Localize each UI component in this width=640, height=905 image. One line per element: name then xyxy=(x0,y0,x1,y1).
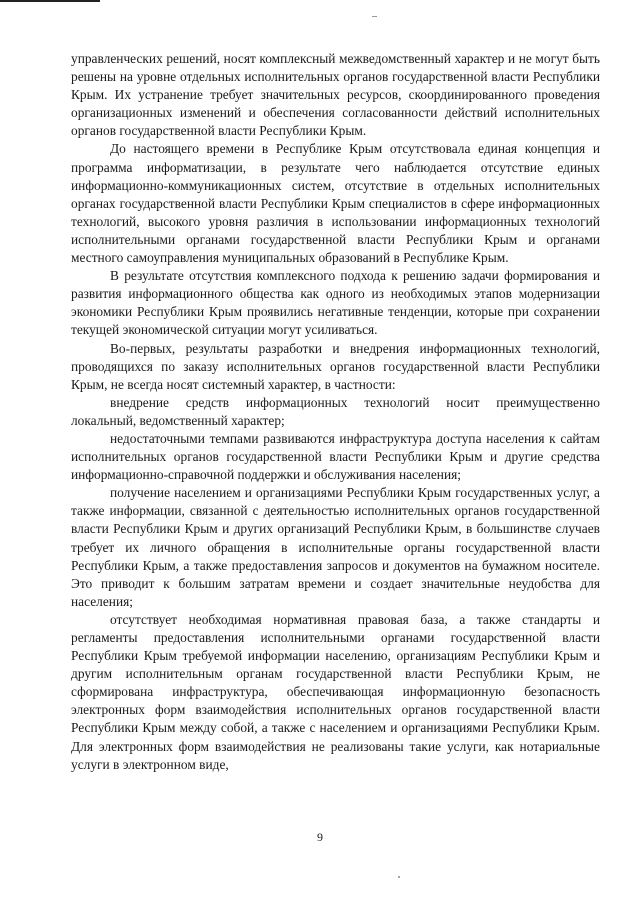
paragraph: В результате отсутствия комплексного подхода к решению задачи формирования и развития информационного общества как одного из необходимых этапов модернизации экономики Республики Крым проявились негативные тенденции, которые при сохранении текущей экономической ситуации могут усиливаться. xyxy=(71,268,600,338)
list-item: недостаточными темпами развиваются инфраструктура доступа населения к сайтам исполнительных органов государственной власти Республики Крым и другие средства информационно-справочной поддержки и обслуживания населения; xyxy=(71,430,600,483)
paragraph: Во-первых, результаты разработки и внедрения информационных технологий, проводящихся по заказу исполнительных органов государственной власти Республики Крым, не всегда носят системный характер, в частности: xyxy=(71,340,600,392)
list-item: получение населением и организациями Республики Крым государственных услуг, а также информации, связанной с деятельностью исполнительных органов государственной власти Республики Крым и других организаций Республики Крым, в большинстве случаев требует их личного обращения в исполнительные органы государственной власти Республики Крым, а также предоставления запросов и документов на бумажном носителе. Это приводит к большим затратам времени и создает значительные неудобства для населения; xyxy=(71,485,600,609)
scan-speck xyxy=(398,876,400,878)
scan-speck xyxy=(372,16,377,17)
scan-corner-mark xyxy=(0,0,100,2)
list-item: отсутствует необходимая нормативная правовая база, а также стандарты и регламенты предоставления исполнительными органами государственной власти Республики Крым требуемой информации населению, организациям Республики Крым и другим исполнительным органам государственной власти Республики Крым, не сформирована инфраструктура, обеспечивающая информационную безопасность электронных форм взаимодействия исполнительных органов государственной власти Республики Крым между собой, а также с населением и организациями Республики Крым. Для электронных форм взаимодействия не реализованы такие услуги, как нотариальные услуги в электронном виде, xyxy=(71,611,600,772)
paragraph: До настоящего времени в Республике Крым отсутствовала единая концепция и программа информатизации, в результате чего наблюдается отсутствие единых информационно-коммуникационных систем, отсутствие в отдельных исполнительных органах государственной власти Республики Крым специалистов в сфере информационных технологий, высокого уровня различия в использовании информационных технологий исполнительными органами государственной власти Республики Крым и органами местного самоуправления муниципальных образований в Республике Крым. xyxy=(71,141,600,266)
list-item: внедрение средств информационных технологий носит преимущественно локальный, ведомственный характер; xyxy=(71,394,600,428)
document-body xyxy=(71,50,600,774)
page-number: 9 xyxy=(317,830,323,844)
paragraph: управленческих решений, носят комплексный межведомственный характер и не могут быть решены на уровне отдельных исполнительных органов государственной власти Республики Крым. Их устранение требует значительных ресурсов, скоординированного проведения организационных изменений и обеспечения согласованности действий исполнительных органов государственной власти Республики Крым. xyxy=(71,51,600,139)
